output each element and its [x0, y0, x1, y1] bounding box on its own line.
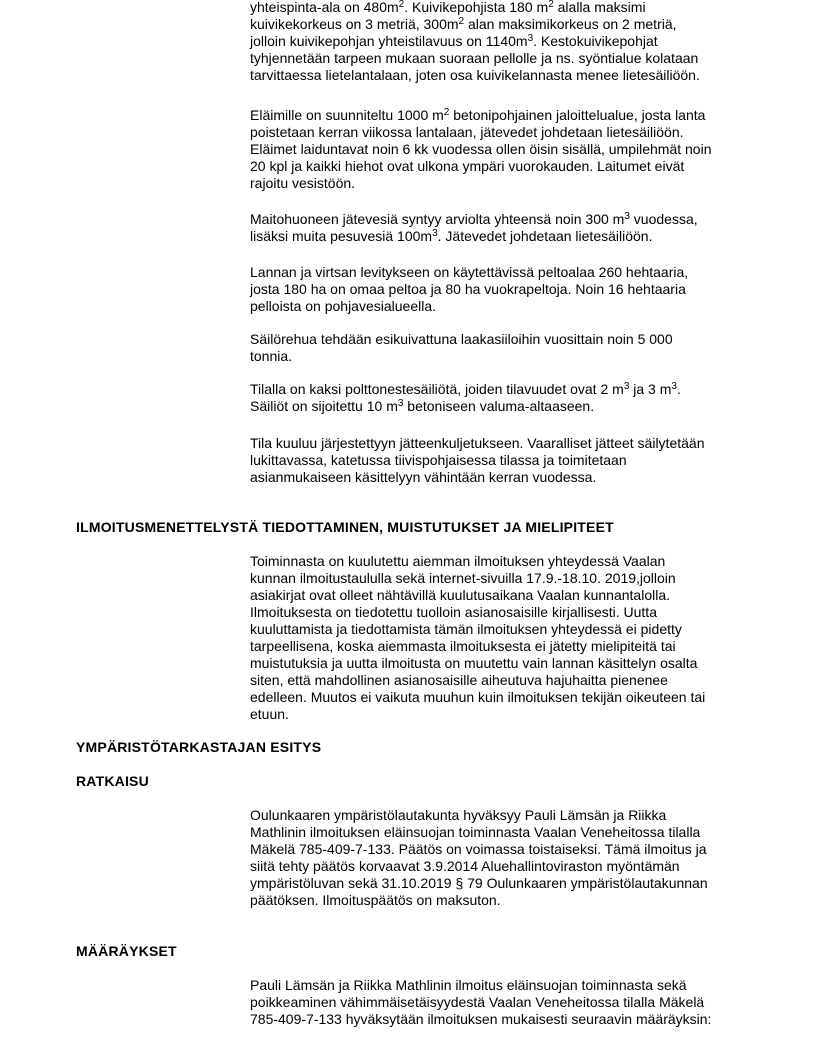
text-segment: tarpeellisena, koska aiemmasta ilmoituksesta ei jätetty mielipiteitä tai — [250, 638, 676, 654]
text-segment: etuun. — [250, 706, 289, 722]
text-segment: pelloista on pohjavesialueella. — [250, 298, 437, 314]
text-segment: lukittavassa, katetussa tiivispohjaisessa tilassa ja toimitetaan — [250, 452, 627, 468]
text-segment: muistutuksia ja uutta ilmoitusta on muutettu vain lannan käsittelyn osalta — [250, 655, 698, 671]
text-segment: . — [676, 381, 681, 397]
text-line — [250, 587, 740, 604]
paragraph-waste-collection — [250, 435, 740, 486]
text-segment: Eläimille on suunniteltu 1000 m — [250, 107, 444, 123]
text-segment: josta 180 ha on omaa peltoa ja 80 ha vuokrapeltoja. Noin 16 hehtaaria — [250, 281, 686, 297]
text-line — [250, 892, 740, 909]
text-line — [250, 553, 740, 570]
text-segment: vuodessa, — [629, 211, 698, 227]
text-line — [250, 875, 740, 892]
text-line — [250, 331, 740, 348]
text-line — [250, 141, 740, 158]
text-segment: edelleen. Muutos ei vaikuta muuhun kuin ilmoituksen tekijän oikeuteen tai — [250, 689, 706, 705]
text-line — [250, 50, 740, 67]
text-line — [250, 211, 740, 228]
text-segment: betonipohjainen jaloittelualue, josta lanta — [449, 107, 706, 123]
text-segment: tyhjennetään tarpeen mukaan suoraan pellolle ja ns. syöntialue kolataan — [250, 50, 699, 66]
text-segment: Oulunkaaren ympäristölautakunta hyväksyy Pauli Lämsän ja Riikka — [250, 807, 667, 823]
text-segment: poikkeaminen vähimmäisetäisyydestä Vaalan Veneheitossa tilalla Mäkelä — [250, 994, 705, 1010]
text-segment: Eläimet laiduntavat noin 6 kk vuodessa ollen öisin sisällä, umpilehmät noin — [250, 141, 712, 157]
text-line — [250, 824, 740, 841]
superscript-exponent: 2 — [443, 107, 450, 118]
superscript-exponent: 2 — [398, 0, 405, 10]
text-segment: poistetaan kerran viikossa lantalaan, jätevedet johdetaan lietesäiliöön. — [250, 124, 684, 140]
text-line — [250, 807, 740, 824]
text-segment: . Kuivikepohjista 180 m — [404, 0, 549, 15]
text-segment: Säilörehua tehdään esikuivattuna laakasiiloihin vuosittain noin 5 000 — [250, 331, 673, 347]
text-line — [250, 841, 740, 858]
text-line — [250, 689, 740, 706]
text-line — [250, 107, 740, 124]
text-line — [250, 977, 740, 994]
text-line — [250, 0, 740, 16]
text-segment: . Kestokuivikepohjat — [533, 33, 658, 49]
text-line — [250, 706, 740, 723]
text-line — [250, 158, 740, 175]
text-segment: 785-409-7-133 hyväksytään ilmoituksen mukaisesti seuraavin määräyksin: — [250, 1011, 712, 1027]
text-line — [250, 348, 740, 365]
text-segment: Mathlinin ilmoituksen eläinsuojan toiminnasta Vaalan Veneheitossa tilalla — [250, 824, 701, 840]
superscript-exponent: 3 — [397, 398, 404, 409]
text-segment: Lannan ja virtsan levitykseen on käytettävissä peltoalaa 260 hehtaaria, — [250, 264, 689, 280]
paragraph-announcement — [250, 553, 740, 723]
text-segment: Tila kuuluu järjestettyyn jätteenkuljetukseen. Vaaralliset jätteet säilytetään — [250, 435, 705, 451]
text-line — [250, 398, 740, 415]
superscript-exponent: 3 — [671, 381, 677, 392]
text-segment: lisäksi muita pesuvesiä 100m — [250, 228, 433, 244]
text-line — [250, 655, 740, 672]
paragraph-regulations-intro — [250, 977, 740, 1028]
text-line — [250, 228, 740, 245]
paragraph-manure-spreading — [250, 264, 740, 315]
superscript-exponent: 2 — [548, 0, 554, 10]
text-segment: kunnan ilmoitustaululla sekä internet-sivuilla 17.9.-18.10. 2019,jolloin — [250, 570, 676, 586]
text-segment: kuivikekorkeus on 3 metriä, 300m — [250, 16, 459, 32]
text-segment: Maitohuoneen jätevesiä syntyy arviolta yhteensä noin 300 m — [250, 211, 625, 227]
text-segment: päätöksen. Ilmoituspäätös on maksuton. — [250, 892, 501, 908]
heading-decision: RATKAISU — [76, 773, 149, 789]
text-line — [250, 435, 740, 452]
text-segment: 20 kpl ja kaikki hiehot ovat ulkona ympäri vuorokauden. Laitumet eivät — [250, 158, 685, 174]
heading-regulations: MÄÄRÄYKSET — [76, 943, 177, 959]
paragraph-manure-storage — [250, 0, 740, 84]
text-segment: Mäkelä 785-409-7-133. Päätös on voimassa toistaiseksi. Tämä ilmoitus ja — [250, 841, 707, 857]
superscript-exponent: 2 — [458, 16, 465, 27]
text-segment: rajoitu vesistöön. — [250, 175, 356, 191]
text-segment: Ilmoituksesta on tiedotettu tuolloin asianosaisille kirjallisesti. Uutta — [250, 604, 657, 620]
text-line — [250, 264, 740, 281]
superscript-exponent: 3 — [624, 211, 630, 222]
text-segment: . Jätevedet johdetaan lietesäiliöön. — [437, 228, 653, 244]
text-line — [250, 67, 740, 84]
text-line — [250, 452, 740, 469]
text-segment: jolloin kuivikepohjan yhteistilavuus on 1140m — [250, 33, 528, 49]
text-line — [250, 469, 740, 486]
text-segment: kuuluttamista ja tiedottamista tämän ilmoituksen yhteydessä ei pidetty — [250, 621, 682, 637]
paragraph-milk-room-wastewater — [250, 211, 740, 245]
heading-notification-procedure: ILMOITUSMENETTELYSTÄ TIEDOTTAMINEN, MUISTUTUKSET JA MIELIPITEET — [76, 519, 614, 535]
text-line — [250, 33, 740, 50]
text-segment: ja 3 m — [629, 381, 672, 397]
text-segment: tarvittaessa lietelantalaan, joten osa kuivikelannasta menee lietesäiliöön. — [250, 67, 700, 83]
text-line — [250, 672, 740, 689]
text-line — [250, 124, 740, 141]
text-line — [250, 381, 740, 398]
text-segment: siitä tehty päätös korvaavat 3.9.2014 Aluehallintoviraston myöntämän — [250, 858, 680, 874]
paragraph-decision-text — [250, 807, 740, 909]
superscript-exponent: 3 — [623, 381, 630, 392]
text-segment: Toiminnasta on kuulutettu aiemman ilmoituksen yhteydessä Vaalan — [250, 553, 666, 569]
text-segment: Pauli Lämsän ja Riikka Mathlinin ilmoitus eläinsuojan toiminnasta sekä — [250, 977, 687, 993]
text-line — [250, 994, 740, 1011]
text-segment: yhteispinta-ala on 480m — [250, 0, 399, 15]
text-segment: Säiliöt on sijoitettu 10 m — [250, 398, 398, 414]
text-segment: siten, että mahdollinen asianosaisille aiheutuva hajuhaitta pienenee — [250, 672, 668, 688]
text-line — [250, 175, 740, 192]
text-line — [250, 16, 740, 33]
text-segment: alan maksimikorkeus on 2 metriä, — [464, 16, 677, 32]
text-line — [250, 638, 740, 655]
paragraph-fuel-tanks — [250, 381, 740, 415]
paragraph-silage — [250, 331, 740, 365]
text-line — [250, 604, 740, 621]
text-segment: asianmukaiseen käsittelyyn vähintään kerran vuodessa. — [250, 469, 597, 485]
text-segment: alalla maksimi — [553, 0, 646, 15]
text-segment: asiakirjat ovat olleet nähtävillä kuulutusaikana Vaalan kunnantalolla. — [250, 587, 671, 603]
text-segment: betoniseen valuma-altaaseen. — [403, 398, 595, 414]
text-segment: tonnia. — [250, 348, 293, 364]
text-line — [250, 1011, 740, 1028]
text-line — [250, 281, 740, 298]
text-line — [250, 621, 740, 638]
text-segment: ympäristöluvan sekä 31.10.2019 § 79 Oulunkaaren ympäristölautakunnan — [250, 875, 708, 891]
superscript-exponent: 3 — [527, 33, 534, 44]
text-line — [250, 570, 740, 587]
heading-inspector-proposal: YMPÄRISTÖTARKASTAJAN ESITYS — [76, 739, 322, 755]
text-line — [250, 298, 740, 315]
paragraph-exercise-area — [250, 107, 740, 192]
superscript-exponent: 3 — [432, 228, 438, 239]
text-line — [250, 858, 740, 875]
text-segment: Tilalla on kaksi polttonestesäiliötä, joiden tilavuudet ovat 2 m — [250, 381, 624, 397]
